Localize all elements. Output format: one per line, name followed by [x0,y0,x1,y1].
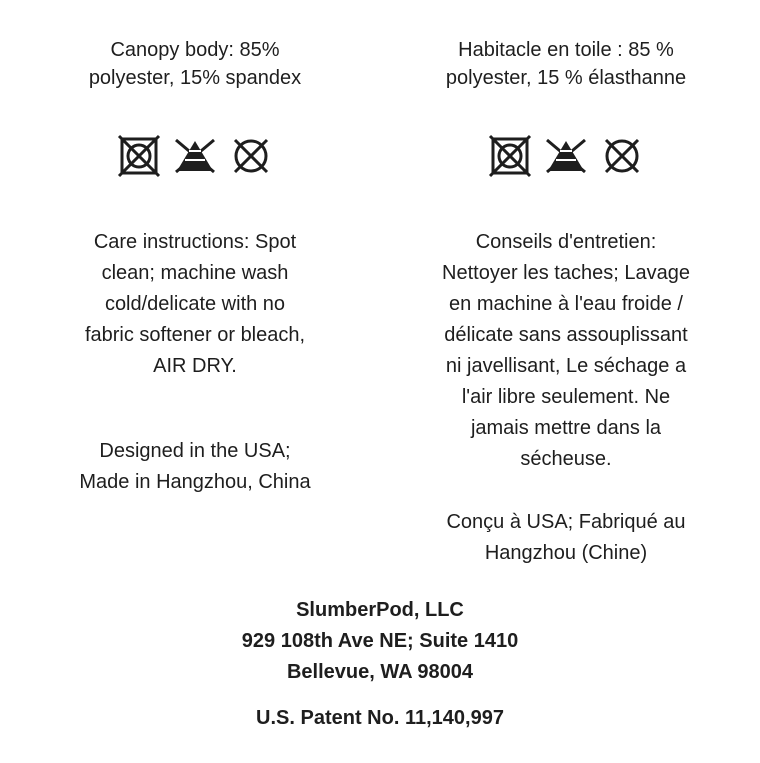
care-line: clean; machine wash [101,262,289,284]
care-line: l'air libre seulement. Ne [461,386,671,408]
care-line: jamais mettre dans la [470,417,662,439]
fabric-line: Habitacle en toile : 85 % [458,39,674,61]
care-line: Care instructions: Spot [93,231,297,253]
care-line: délicate sans assouplissant [444,324,688,346]
do-not-dry-clean-icon [600,134,644,178]
fabric-content [45,36,345,92]
care-line: Nettoyer les taches; Lavage [442,262,690,284]
address-line: 929 108th Ave NE; Suite 1410 [241,630,519,652]
care-line: ni javellisant, Le séchage a [445,355,687,377]
care-instructions [416,227,716,475]
care-line: sécheuse. [520,448,612,470]
origin-statement [416,507,716,569]
origin-line: Designed in the USA; [99,440,291,462]
fabric-line: polyester, 15% spandex [88,67,302,89]
care-symbols [416,134,716,178]
care-line: fabric softener or bleach, [84,324,306,346]
care-instructions [45,227,345,382]
origin-statement [45,436,345,498]
care-line: cold/delicate with no [104,293,286,315]
care-symbols [45,134,345,178]
care-line: AIR DRY. [153,355,237,377]
origin-line: Made in Hangzhou, China [79,471,311,493]
care-line: Conseils d'entretien: [475,231,657,253]
care-line: en machine à l'eau froide / [449,293,683,315]
fabric-content [416,36,716,92]
origin-line: Conçu à USA; Fabriqué au [446,511,686,533]
fabric-line: Canopy body: 85% [110,39,280,61]
do-not-bleach-icon [173,136,217,176]
do-not-tumble-dry-icon [117,134,161,178]
fabric-line: polyester, 15 % élasthanne [445,67,687,89]
do-not-bleach-icon [544,136,588,176]
do-not-dry-clean-icon [229,134,273,178]
origin-line: Hangzhou (Chine) [484,542,648,564]
company-address [0,595,760,688]
address-line: Bellevue, WA 98004 [286,661,474,683]
patent-number: U.S. Patent No. 11,140,997 [256,707,504,729]
company-name: SlumberPod, LLC [296,599,464,621]
do-not-tumble-dry-icon [488,134,532,178]
